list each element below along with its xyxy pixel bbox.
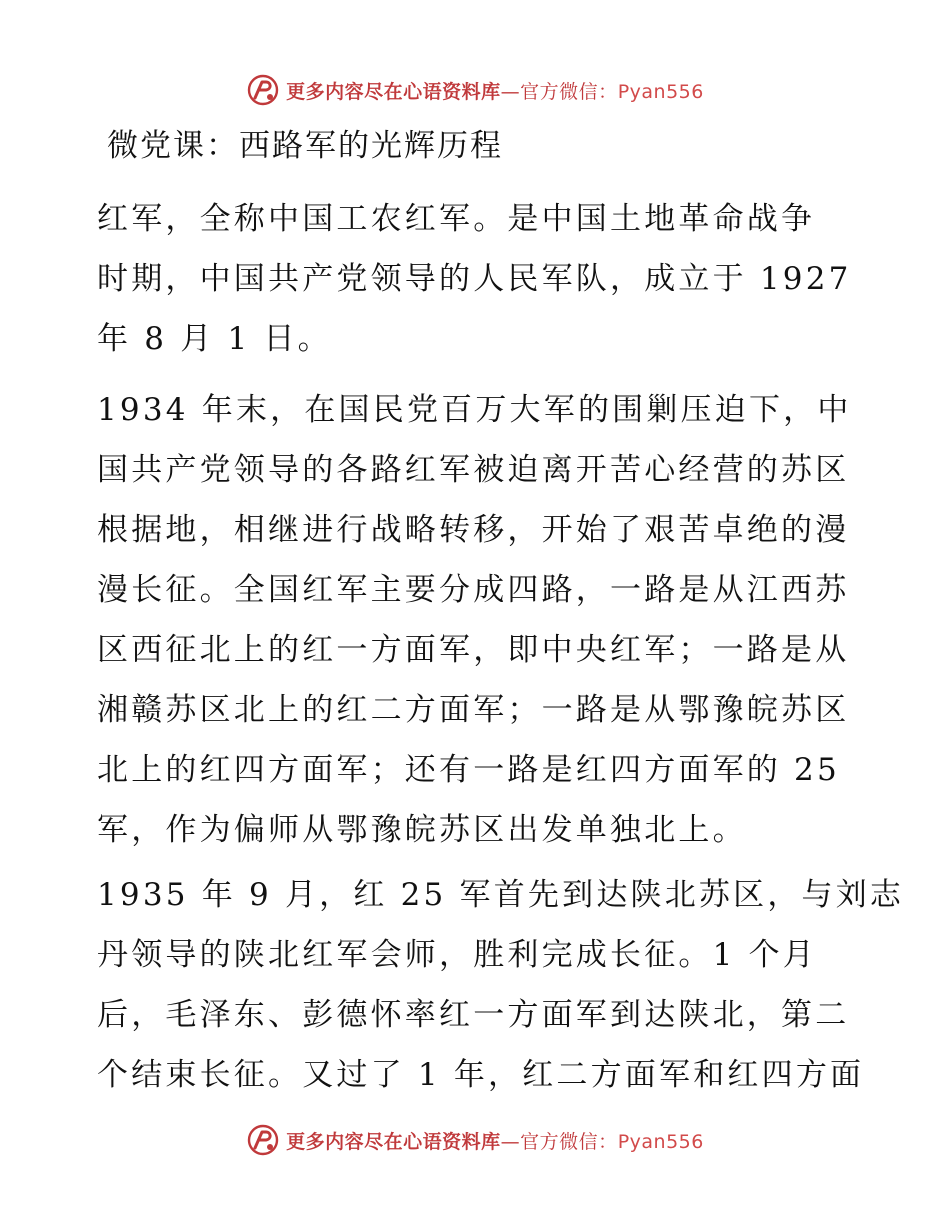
watermark-wechat-label: 官方微信：: [520, 1130, 618, 1153]
paragraph: [97, 380, 857, 860]
text-line: 军，作为偏师从鄂豫皖苏区出发单独北上。: [97, 812, 747, 848]
text-line: 年 8 月 1 日。: [97, 321, 332, 357]
watermark-wechat-label: 官方微信：: [520, 80, 618, 103]
text-line: 丹领导的陕北红军会师，胜利完成长征。1 个月: [97, 937, 817, 973]
brand-logo-icon: [246, 1123, 280, 1157]
text-line: 国共产党领导的各路红军被迫离开苦心经营的苏区: [97, 452, 850, 488]
watermark-text: [286, 77, 704, 104]
text-line: 后，毛泽东、彭德怀率红一方面军到达陕北，第二: [97, 997, 850, 1033]
footer-watermark: [0, 1120, 950, 1160]
document-title: 微党课：西路军的光辉历程: [107, 128, 503, 164]
text-line: 1934 年末，在国民党百万大军的围剿压迫下，中: [97, 392, 852, 428]
text-line: 北上的红四方面军；还有一路是红四方面军的 25: [97, 752, 840, 788]
text-line: 区西征北上的红一方面军，即中央红军；一路是从: [97, 632, 850, 668]
header-watermark: [0, 70, 950, 110]
watermark-text: [286, 1127, 704, 1154]
watermark-brand: 更多内容尽在心语资料库: [286, 1130, 501, 1153]
text-line: 根据地，相继进行战略转移，开始了艰苦卓绝的漫: [97, 512, 850, 548]
paragraph: [97, 865, 905, 1105]
text-line: 湘赣苏区北上的红二方面军；一路是从鄂豫皖苏区: [97, 692, 850, 728]
watermark-wechat-id: Pyan556: [617, 80, 704, 103]
paragraph: [97, 189, 857, 369]
watermark-brand: 更多内容尽在心语资料库: [286, 80, 501, 103]
text-line: 1935 年 9 月，红 25 军首先到达陕北苏区，与刘志: [97, 877, 905, 913]
brand-logo-icon: [246, 73, 280, 107]
text-line: 时期，中国共产党领导的人民军队，成立于 1927: [97, 261, 852, 297]
watermark-separator: —: [500, 80, 521, 103]
text-line: 红军，全称中国工农红军。是中国土地革命战争: [97, 201, 816, 237]
text-line: 漫长征。全国红军主要分成四路，一路是从江西苏: [97, 572, 850, 608]
watermark-separator: —: [500, 1130, 521, 1153]
watermark-wechat-id: Pyan556: [617, 1130, 704, 1153]
text-line: 个结束长征。又过了 1 年，红二方面军和红四方面: [97, 1057, 865, 1093]
